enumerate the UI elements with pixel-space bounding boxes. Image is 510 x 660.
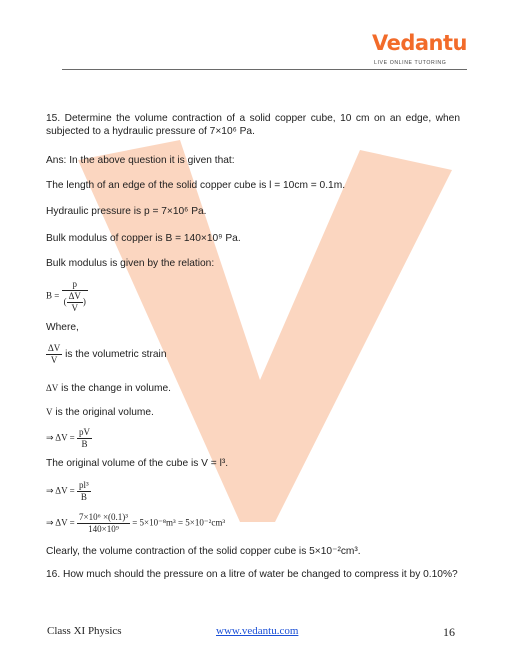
eq3-lhs: ⇒ ΔV = [46,517,75,528]
eq1-fraction [77,427,92,450]
formula-den-den: V [71,303,78,313]
logo-wordmark: Vedantu [372,31,467,55]
strain-text: is the volumetric strain [65,349,167,361]
formula-den-num: ΔV [68,291,81,301]
strain-fraction [46,343,62,366]
footer-course-label: Class XI Physics [47,625,122,637]
page-number: 16 [443,625,455,639]
eq1-den: B [81,439,88,449]
dv-text: is the change in volume. [61,383,172,394]
question-15: 15. Determine the volume contraction of a solid copper cube, 10 cm on an edge, when subjected to a hydraulic pressure of 7×10⁶ Pa. [46,113,460,137]
equation-3 [46,512,225,535]
eq3-den: 140×10⁹ [88,524,119,534]
question-16: 16. How much should the pressure on a litre of water be changed to compress it by 0.10%? [46,569,458,580]
formula-numerator: p [62,279,88,291]
where-label: Where, [46,322,79,333]
strain-num: ΔV [48,343,61,353]
eq1-num: pV [79,427,90,437]
conclusion-line: Clearly, the volume contraction of the solid copper cube is 5×10⁻²cm³. [46,546,361,557]
relation-line: Bulk modulus is given by the relation: [46,258,215,269]
eq3-rhs: = 5×10⁻⁸m³ = 5×10⁻²cm³ [132,517,226,528]
dv-symbol: ΔV [46,383,59,393]
eq1-lhs: ⇒ ΔV = [46,432,75,443]
header-divider [62,69,467,70]
bulk-modulus-formula [46,279,88,314]
formula-lhs: B = [46,290,60,301]
formula-denominator: ( $\frac{\Delta V}{V}$ ) [63,291,86,313]
original-volume-line [46,406,154,419]
answer-intro: Ans: In the above question it is given that: [46,155,235,166]
formula-fraction [62,279,88,314]
volumetric-strain-line [46,343,166,366]
eq2-lhs: ⇒ ΔV = [46,485,75,496]
eq2-fraction [77,480,91,503]
equation-2 [46,480,91,503]
v-symbol: V [46,407,53,417]
change-in-volume-line [46,382,171,395]
eq2-num: pl³ [79,480,89,490]
equation-1 [46,427,92,450]
footer-website-link[interactable]: www.vedantu.com [216,625,299,637]
edge-length-line: The length of an edge of the solid copper cube is l = 10cm = 0.1m. [46,180,346,191]
v-text: is the original volume. [55,407,154,418]
eq3-fraction [77,512,130,535]
hydraulic-pressure-line: Hydraulic pressure is p = 7×10⁶ Pa. [46,206,207,217]
cube-volume-line: The original volume of the cube is V = l³. [46,458,229,469]
bulk-modulus-line: Bulk modulus of copper is B = 140×10⁹ Pa. [46,233,241,244]
eq2-den: B [80,492,87,502]
logo-tagline: LIVE ONLINE TUTORING [374,60,447,66]
eq3-num: 7×10⁶ ×(0.1)³ [79,512,128,522]
strain-den: V [50,355,58,365]
